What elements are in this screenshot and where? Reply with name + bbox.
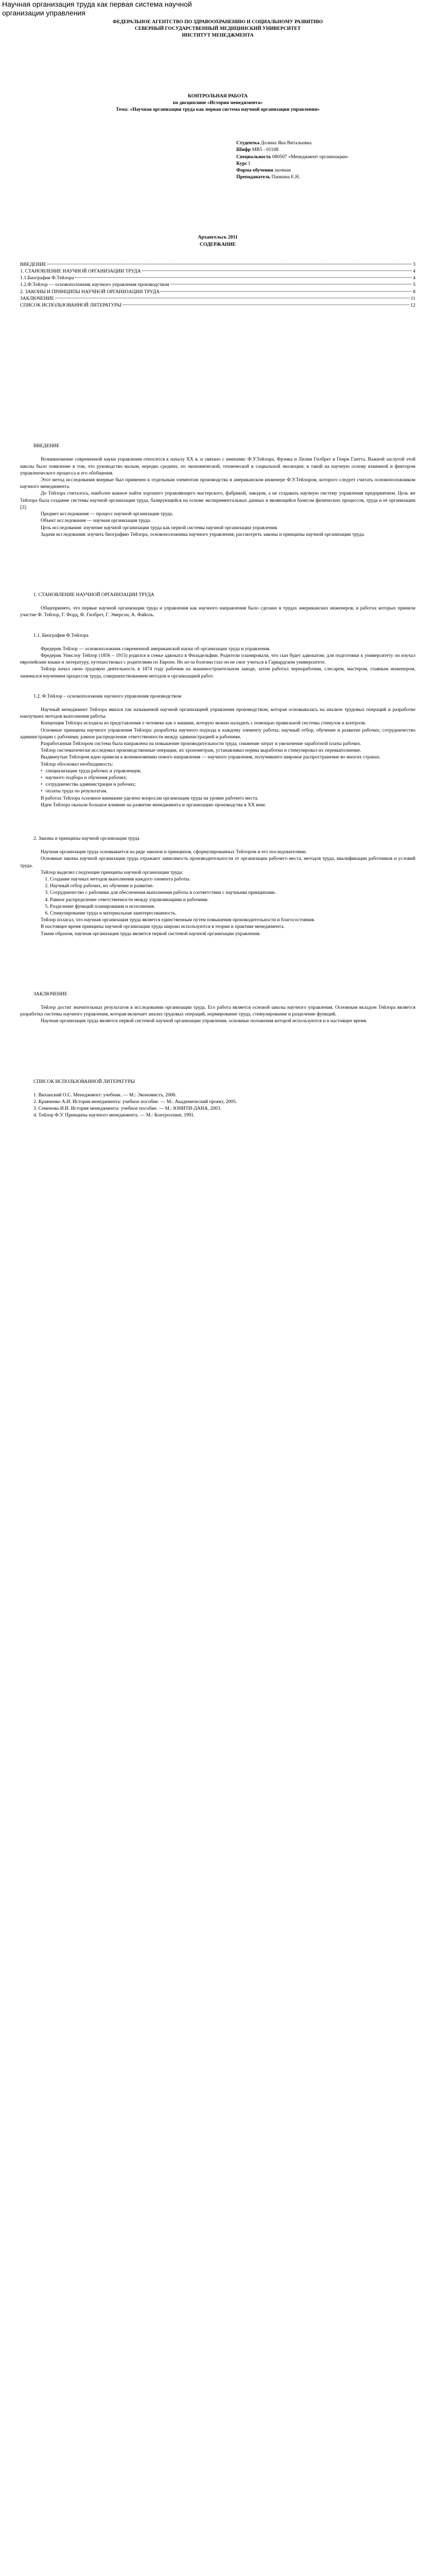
references-list	[20, 1092, 415, 1119]
toc-item-text: 2. ЗАКОНЫ И ПРИНЦИПЫ НАУЧНОЙ ОРГАНИЗАЦИИ ТРУДА	[20, 289, 160, 295]
section1-1-paragraph: Фредерик Тейлор — основоположник современной американской науки об организации труда и управления.	[41, 646, 271, 652]
section2-list	[20, 876, 415, 917]
section1-2-paragraph: В работах Тейлора основное внимание уделено вопросам организации труда на уровне рабочего места.	[41, 795, 258, 801]
toc-item-page: 4	[413, 268, 415, 275]
section1-1-paragraph: Фредерик Уинслоу Тейлор (1856 – 1915) родился в семье адвоката в Филадельфии. Родители планировали, что сын будет адвокатом; для подготовки к университету он изучал европейские языки и литературу, путешествовал с родителями по Европе. Но из-за болезни глаз он не смог учиться в Гарвардском университете.	[20, 652, 415, 666]
section1-2-heading: 1.2. Ф.Тейлор – основоположник научного управления производством	[33, 693, 182, 699]
toc-item	[20, 289, 415, 295]
student-info	[20, 140, 415, 180]
toc-item	[20, 261, 415, 268]
section1-2-list-item: • специализации труда рабочих и управленцев;	[47, 768, 415, 774]
section2-paragraph: В настоящее время принципы научной организации труда широко используются в теории и практике менеджмента.	[41, 924, 285, 930]
section2-paragraph: Научная организация труда основывается на ряде законов и принципов, сформулированных Тейлором и его последователями.	[41, 849, 307, 855]
toc-item	[20, 295, 415, 302]
intro-paragraph: Предмет исследования — процесс научной организации труда.	[41, 511, 173, 517]
section1-2-paragraph: Основные принципы научного управления Тейлора: разработка научного подхода к каждому элементу работы; научный отбор, обучение и развитие рабочих; сотрудничество администрации с рабочими; равное распределение ответственности между администрацией и рабочими.	[20, 727, 415, 740]
discipline: по дисциплине «История менеджмента»	[172, 99, 263, 106]
section2-list-item: 4. Равное распределение ответственности между управляющими и рабочими.	[50, 896, 415, 903]
section1-2-paragraph: Тейлор систематически исследовал производственные операции, их хронометраж, устанавливал нормы выработки и стимулировал их перевыполнение.	[41, 748, 361, 754]
intro-paragraph: Объект исследования — научная организация труда.	[41, 518, 151, 524]
toc-item-text: 1. СТАНОВЛЕНИЕ НАУЧНОЙ ОРГАНИЗАЦИИ ТРУДА	[20, 268, 141, 275]
section2-after	[20, 917, 415, 937]
page-title: Научная организация труда как первая система научной организации управления	[2, 0, 192, 17]
info-value: I	[248, 160, 250, 166]
intro-paragraph: Задачи исследования: изучить биографию Тейлора, основоположника научного управления; рассмотреть законы и принципы научной организации труда.	[41, 531, 365, 537]
intro-paragraph: Цель исследования: изучение научной организации труда как первой системы научной организации управления.	[41, 524, 278, 531]
university-name: СЕВЕРНЫЙ ГОСУДАРСТВЕННЫЙ МЕДИЦИНСКИЙ УНИВЕРСИТЕТ	[134, 26, 301, 32]
section1-2-paragraph: Разработанная Тейлором система была направлена на повышение производительности труда, снижение затрат и увеличение заработной платы рабочих.	[41, 740, 361, 747]
info-row	[236, 146, 415, 153]
info-row	[236, 167, 415, 174]
section2-list-item: 3. Сотрудничество с рабочими для обеспечения выполнения работы в соответствии с научными принципами.	[50, 889, 415, 896]
section1-1-heading: 1.1. Биография Ф.Тейлора	[33, 632, 89, 638]
toc-item-page: 8	[413, 289, 415, 295]
work-type: КОНТРОЛЬНАЯ РАБОТА	[187, 93, 248, 99]
section1-2-after	[20, 795, 415, 808]
conclusion-paragraph: Научная организация труда является первой системой научной организации управления, основные положения которой используются и в настоящее время.	[41, 1018, 368, 1024]
section2-list-item: 5. Разделение функций планирования и исполнения.	[50, 903, 415, 910]
section1-2-list-item: • оплаты труда по результатам.	[47, 788, 415, 794]
toc-item	[20, 281, 415, 288]
toc-item	[20, 302, 415, 309]
intro-paragraph: Этот метод исследования впервые был применен к отдельным элементам производства в американском инженере Ф.У.Тейлором, которого следует считать основоположником научного менеджмента.	[20, 477, 415, 490]
reference-item: 3. Семенова И.И. История менеджмента: учебное пособие. — М.: ЮНИТИ-ДАНА, 2003.	[33, 1106, 221, 1112]
toc-item-page: 4	[413, 275, 415, 281]
section1-2-list-item: • сотрудничества администрации и рабочих;	[47, 781, 415, 788]
toc-item-page: 11	[410, 295, 415, 301]
info-row	[236, 140, 415, 146]
intro-heading: ВВЕДЕНИЕ	[33, 443, 60, 449]
section1-text	[20, 605, 415, 618]
section1-paragraph: Общепринято, что первые научной организации труда и управления как научного направления было сделано в трудах американских инженеров, в работах которых приняли участие Ф. Тейлор, Г. Форд, Ф. Гилбрет, Г. Эмерсон, А. Файоль.	[20, 605, 415, 618]
info-value: Панкина Е.Н.	[271, 174, 300, 180]
section1-2-paragraph: Идеи Тейлора оказали большое влияние на развитие менеджмента и организацию производства в XX веке.	[41, 802, 267, 808]
work-topic: Тема: «Научная организация труда как первая система научной организации управления»	[116, 107, 320, 113]
toc-item	[20, 268, 415, 275]
info-row	[236, 160, 415, 167]
info-row	[236, 154, 415, 160]
section1-2-paragraph: Выдвинутые Тейлором идеи привели к возникновению нового направления — научного управления, получившего широкое распространение во многих странах.	[41, 754, 381, 760]
info-value: заочная	[274, 167, 291, 174]
section2-list-item: 1. Создание научных методов выполнения каждого элемента работы.	[50, 876, 415, 883]
toc-item-page: 3	[413, 261, 415, 267]
section1-2-list-item: • научного подбора и обучения рабочих;	[47, 774, 415, 781]
section1-1-text	[20, 646, 415, 680]
section1-2-paragraph: Концепция Тейлора исходила из представления о человеке как о машине, которую можно наладить с помощью правильной системы стимулов и контроля.	[41, 720, 366, 726]
info-label: Курс	[236, 160, 248, 166]
reference-item: 2. Кравченко А.И. История менеджмента: учебное пособие. — М.: Академический проект, 2005.	[33, 1099, 237, 1105]
ministry-name: ФЕДЕРАЛЬНОЕ АГЕНТСТВО ПО ЗДРАВООХРАНЕНИЮ И СОЦИАЛЬНОМУ РАЗВИТИЮ	[112, 19, 323, 25]
info-value: 080507 «Менеджмент организации»	[272, 154, 348, 160]
toc-title: СОДЕРЖАНИЕ	[199, 241, 236, 247]
section1-2-list	[20, 768, 415, 795]
toc-item	[20, 275, 415, 281]
info-value: Долина Яна Витальевна	[260, 140, 312, 146]
section1-heading: 1. СТАНОВЛЕНИЕ НАУЧНОЙ ОРГАНИЗАЦИИ ТРУДА	[33, 591, 154, 598]
intro-text	[20, 456, 415, 537]
reference-item: 4. Тейлор Ф.У. Принципы научного менеджмента. — М.: Контроллинг, 1991.	[33, 1112, 195, 1118]
info-label: Преподаватель	[236, 174, 270, 180]
info-row	[236, 174, 415, 180]
section2-paragraph: Тейлор выделял следующие принципы научной организации труда:	[41, 869, 183, 875]
institute-name: ИНСТИТУТ МЕНЕДЖМЕНТА	[182, 32, 254, 39]
toc-item-text: ВВЕДЕНИЕ	[20, 261, 46, 267]
references-heading: СПИСОК ИСПОЛЬЗОВАННОЙ ЛИТЕРАТУРЫ	[33, 1078, 135, 1084]
section2-heading: 2. Законы и принципы научной организации труда	[33, 835, 139, 841]
toc-item-text: 1.2.Ф.Тейлор — основоположник научного управления производством	[20, 282, 169, 288]
toc-item-text: ЗАКЛЮЧЕНИЕ	[20, 295, 54, 301]
intro-paragraph: До Тейлора считалось, наиболее важное найти хорошего управляющего мастерского, фабрикой, заводом, а не создавать научную систему управления предприятием. Цель же Тейлора была создание системы научной организации труда, базирующейся на основе экспериментальных данных и являющейся базисом физических процессов, трудa и её организации [2].	[20, 490, 415, 510]
toc-item-text: СПИСОК ИСПОЛЬЗОВАННОЙ ЛИТЕРАТУРЫ	[20, 302, 122, 309]
info-label: Шифр	[236, 147, 251, 153]
info-value: МВ5 - 01108	[252, 147, 278, 153]
info-label: Специальность	[236, 154, 271, 160]
section1-2-text	[20, 706, 415, 761]
intro-paragraph: Возникновение современной науки управления относится к началу XX в. и связано с именами: Ф.У.Тейлора, Фрэнка и Лилии Гилбрет и Генри Гантта. Важной заслугой этой школы было появление в том, что руководство малым, нередко средних, по экономической, технической и социальной эволюции; в такой на научную основу взаимной и фиктором управленческого процесса и его обобщения.	[20, 456, 415, 476]
section1-1-paragraph: Тейлор начал свою трудовую деятельность в 1874 году рабочим на машиностроительном заводе, затем работал чернорабочим, слесарем, мастером, главным инженером, занимался изучением процессов труда, совершенствованием методов и организацией работ.	[20, 666, 415, 679]
section2-paragraph: Таким образом, научная организация труда является первой системой научной организации управления.	[41, 930, 261, 937]
document-body	[20, 19, 415, 1119]
toc-item-page: 12	[410, 302, 415, 309]
conclusion-paragraph: Тейлор достиг значительных результатов в исследовании организации труда. Его работа является основой школы научного управления. Основным вкладом Тейлора является разработка системы научного управления, которая включает анализ трудовых операций, нормирование труда, стимулирование и разделение функций.	[20, 1005, 415, 1018]
toc-item-text: 1.1.Биография Ф.Тейлора	[20, 275, 74, 281]
section1-2-list-intro: Тейлор обосновал необходимость:	[41, 761, 113, 767]
city-year: Архангельск 2011	[198, 234, 238, 241]
section2-text	[20, 849, 415, 876]
table-of-contents	[20, 261, 415, 309]
section2-paragraph: Основные законы научной организации труда отражают зависимость производительности от организации рабочего места, методов труда, квалификации работников и условий труда.	[20, 856, 415, 869]
info-label: Форма обучения	[236, 167, 273, 174]
section1-2-paragraph: Научный менеджмент Тейлора явился так называемой научной организацией управления производством, которая основывалась на анализе трудовых операций и разработке наилучших методов выполнения работы.	[20, 706, 415, 720]
section2-list-item: 2. Научный отбор рабочих, их обучение и развитие.	[50, 883, 415, 889]
reference-item: 1. Виханский О.С. Менеджмент: учебник. — М.: Экономистъ, 2006.	[33, 1092, 177, 1098]
conclusion-heading: ЗАКЛЮЧЕНИЕ	[33, 991, 67, 997]
section2-list-item: 6. Стимулирование труда и материальная заинтересованность.	[50, 910, 415, 917]
info-label: Студентка	[236, 140, 260, 146]
conclusion-text	[20, 1004, 415, 1025]
toc-item-page: 5	[413, 282, 415, 288]
section2-paragraph: Тейлор полагал, что научная организация труда является единственным путем повышения производительности и благосостояния.	[41, 917, 315, 923]
